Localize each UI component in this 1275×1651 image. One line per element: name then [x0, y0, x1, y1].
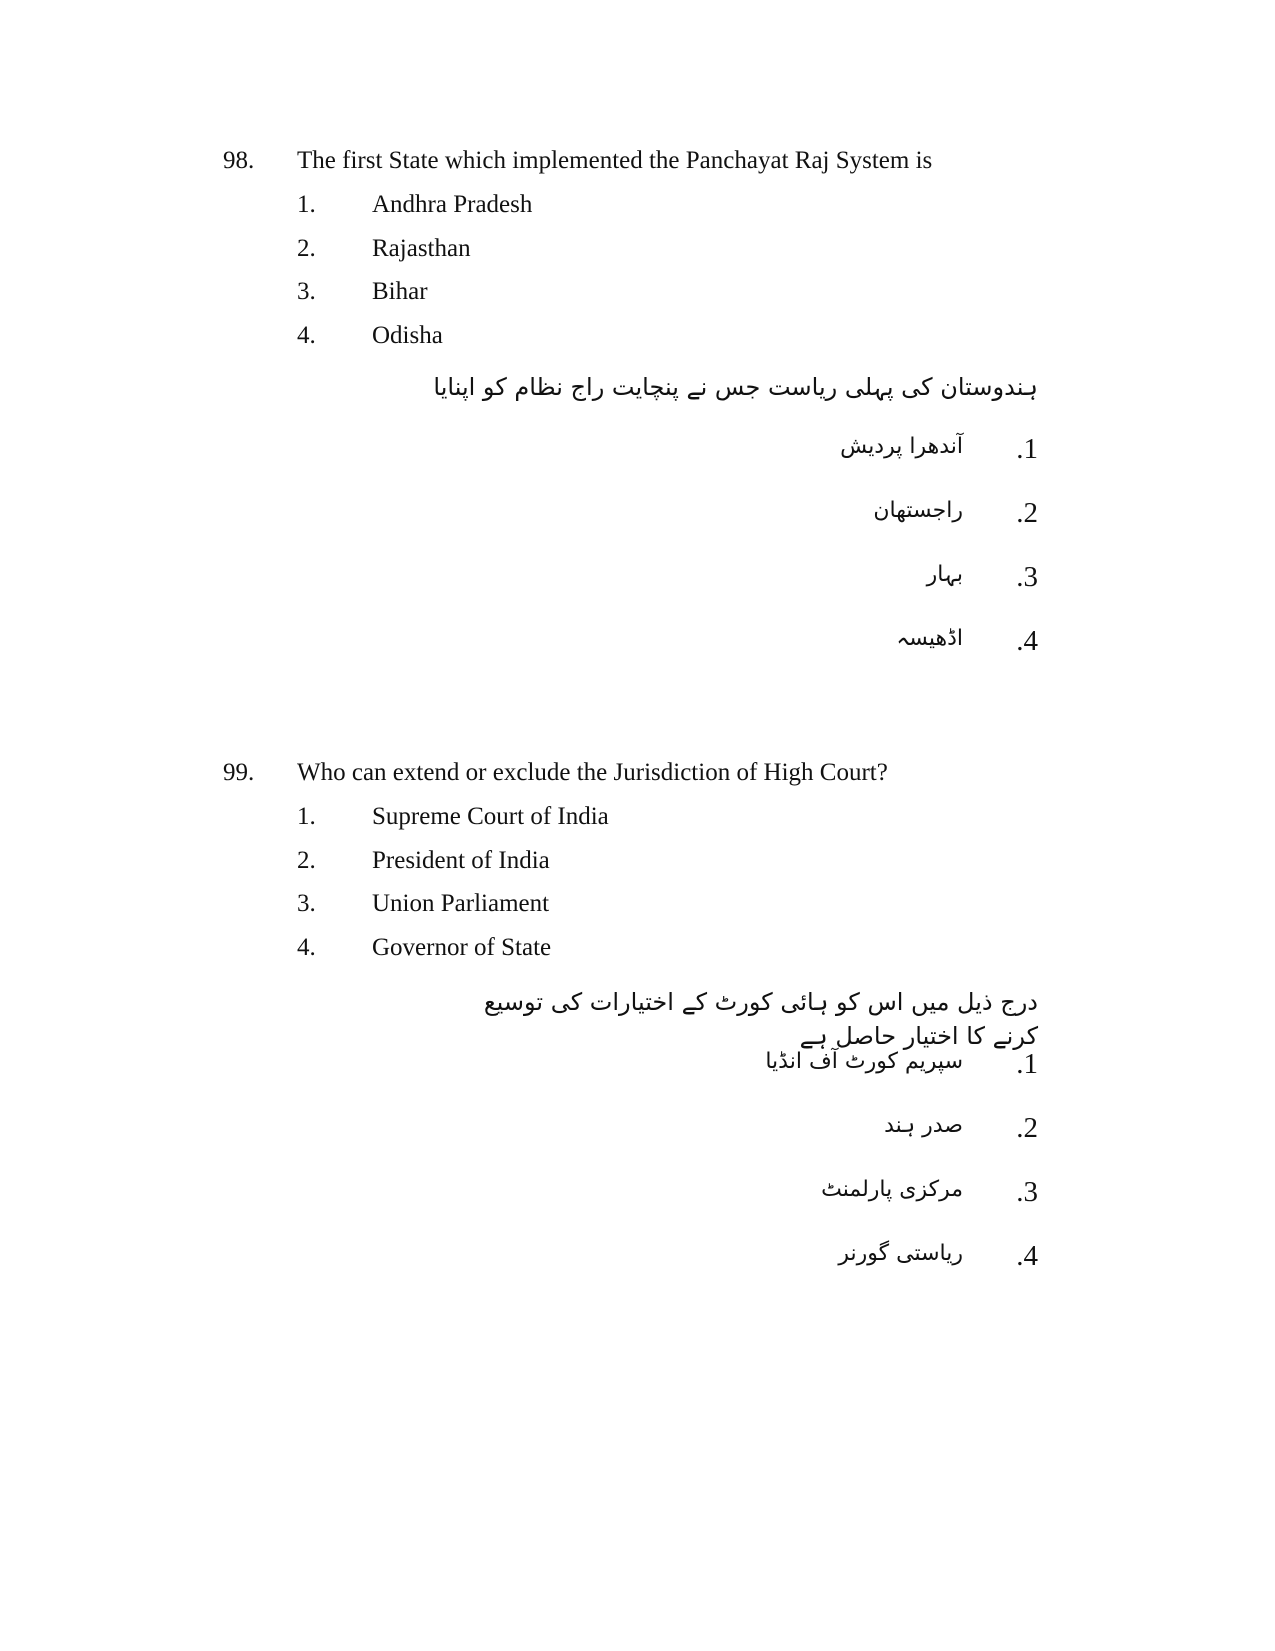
english-options: [0, 189, 1275, 363]
option-item: [0, 932, 1275, 976]
urdu-option-text: صدر ہند: [884, 1113, 963, 1138]
option-item: [0, 845, 1275, 889]
question-number: 99.: [223, 759, 255, 786]
option-text: Andhra Pradesh: [372, 191, 533, 218]
option-number: 2.: [297, 846, 316, 874]
english-options: [0, 801, 1275, 975]
question-98: [0, 145, 1275, 657]
option-text: Odisha: [372, 321, 443, 349]
urdu-option-number: .2: [1016, 497, 1038, 529]
urdu-option-number: .4: [1016, 625, 1038, 657]
urdu-option-number: .4: [1016, 1240, 1038, 1272]
urdu-option-item: [718, 496, 1038, 560]
option-text: Union Parliament: [372, 890, 550, 917]
urdu-options: [718, 1047, 1038, 1303]
urdu-option-text: راجستھان: [873, 498, 963, 523]
option-number: 4.: [297, 933, 316, 961]
option-item: [0, 233, 1275, 277]
question-99: [0, 757, 1275, 1272]
option-number: 3.: [297, 278, 316, 305]
question-header: [0, 757, 1275, 789]
urdu-options: [718, 432, 1038, 688]
option-item: [0, 320, 1275, 364]
option-text: Rajasthan: [372, 234, 471, 262]
option-number: 1.: [297, 803, 316, 830]
option-item: [0, 276, 1275, 320]
urdu-question-text: درج ذیل میں اس کو ہائی کورٹ کے اختیارات کی توسیع کرنے کا اختیار حاصل ہے: [483, 988, 1038, 1050]
urdu-option-item: [718, 624, 1038, 688]
urdu-option-text: اڈھیسہ: [896, 626, 963, 651]
urdu-question-text: ہندوستان کی پہلی ریاست جس نے پنچایت راج نظام کو اپنایا: [433, 373, 1038, 401]
urdu-option-text: آندھرا پردیش: [840, 434, 963, 459]
urdu-option-item: [718, 432, 1038, 496]
urdu-option-text: مرکزی پارلمنٹ: [821, 1177, 963, 1202]
question-text: Who can extend or exclude the Jurisdiction of High Court?: [297, 759, 888, 786]
urdu-option-number: .3: [1016, 561, 1038, 593]
question-text: The first State which implemented the Panchayat Raj System is: [297, 147, 933, 174]
option-number: 2.: [297, 234, 316, 262]
option-number: 1.: [297, 191, 316, 218]
urdu-option-item: [718, 1239, 1038, 1303]
urdu-option-text: ریاستی گورنر: [838, 1241, 963, 1266]
urdu-option-item: [718, 560, 1038, 624]
option-item: [0, 801, 1275, 845]
option-text: Bihar: [372, 278, 428, 305]
urdu-option-number: .1: [1016, 1048, 1038, 1080]
urdu-option-number: .1: [1016, 433, 1038, 465]
option-item: [0, 888, 1275, 932]
urdu-option-item: [718, 1111, 1038, 1175]
option-number: 3.: [297, 890, 316, 917]
question-header: [0, 145, 1275, 177]
urdu-option-number: .2: [1016, 1112, 1038, 1144]
option-number: 4.: [297, 321, 316, 349]
option-item: [0, 189, 1275, 233]
option-text: Supreme Court of India: [372, 803, 609, 830]
question-number: 98.: [223, 147, 255, 174]
urdu-option-item: [718, 1175, 1038, 1239]
urdu-option-text: بہار: [926, 562, 963, 587]
option-text: Governor of State: [372, 933, 552, 961]
urdu-option-item: [718, 1047, 1038, 1111]
urdu-option-text: سپریم کورٹ آف انڈیا: [765, 1049, 963, 1074]
option-text: President of India: [372, 846, 550, 874]
urdu-option-number: .3: [1016, 1176, 1038, 1208]
